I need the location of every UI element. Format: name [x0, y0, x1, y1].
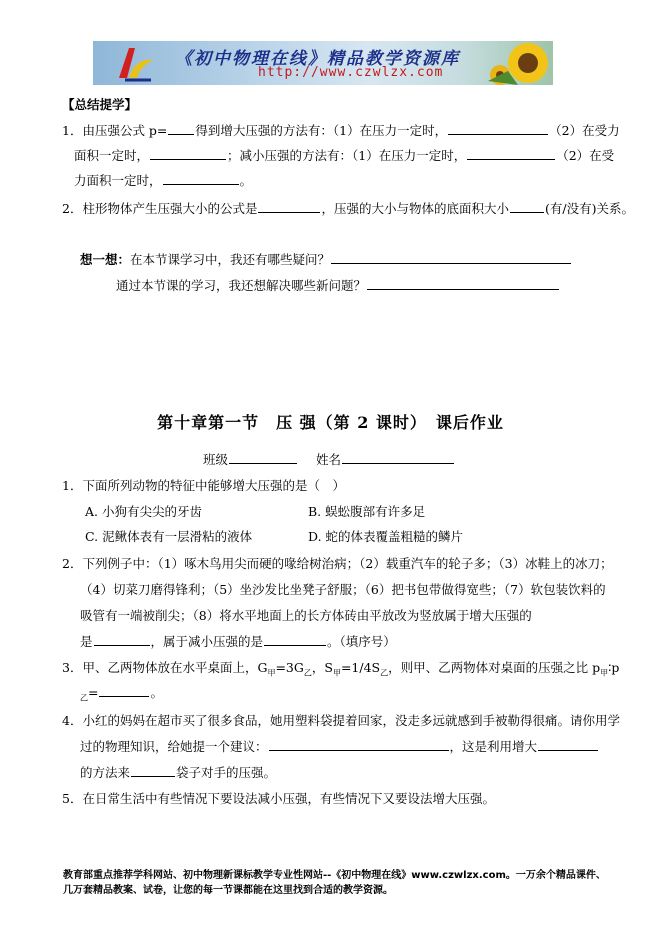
think-line1: 想一想：在本节课学习中，我还有哪些疑问？	[80, 250, 572, 268]
homework-title: 第十章第一节 压 强（第 2 课时） 课后作业	[157, 413, 504, 432]
sunflower-icon	[488, 41, 553, 85]
summary-heading: 【总结提学】	[62, 97, 138, 112]
hw-q1-option-c: C. 泥鳅体表有一层滑粘的液体	[85, 529, 253, 544]
summary-q2: 2．柱形物体产生压强大小的公式是 ，压强的大小与物体的底面积大小 (有/没有)关系。	[62, 201, 634, 216]
footer-line1: 教育部重点推荐学科网站、初中物理新课标教学专业性网站--《初中物理在线》www.czwlzx.com。一万余个精品课件、	[63, 870, 606, 881]
banner-title: 《初中物理在线》精品教学资源库	[175, 49, 460, 69]
hw-q4-line1: 4．小红的妈妈在超市买了很多食品，她用塑料袋提着回家，没走多远就感到手被勒得很痛。请你用学	[62, 713, 620, 728]
banner-url[interactable]: http://www.czwlzx.com	[258, 65, 444, 80]
header-banner	[93, 41, 553, 85]
footer-line2: 几万套精品教案、试卷，让您的每一节课都能在这里找到合适的教学资源。	[63, 885, 393, 896]
hw-q1-option-b: B. 蜈蚣腹部有许多足	[308, 504, 426, 519]
hw-q4-line2: 过的物理知识，给她提一个建议： ，这是利用增大	[80, 737, 599, 755]
summary-q1-line2: 面积一定时， ；减小压强的方法有：（1）在压力一定时， （2）在受	[74, 148, 615, 163]
hw-q2-line1: 2．下列例子中：（1）啄木鸟用尖而硬的喙给树治病；（2）载重汽车的轮子多；（3）冰鞋上的冰刀；	[62, 556, 613, 571]
think-line2: 通过本节课的学习，我还想解决哪些新问题？	[116, 276, 560, 294]
summary-q1-line1: 1．由压强公式 p= 得到增大压强的方法有：（1）在压力一定时， （2）在受力	[62, 123, 620, 138]
logo-icon	[115, 44, 155, 82]
hw-q3: 3．甲、乙两物体放在水平桌面上，$G_甲=3G_乙$，$S_甲=1/4S_乙$，则甲、乙两物体对桌面的压强之比 $p_甲∶p$	[62, 660, 620, 678]
hw-q2-line3: 吸管有一端被削尖；（8）将水平地面上的长方体砖由平放改为竖放属于增大压强的	[80, 608, 532, 623]
hw-q5: 5．在日常生活中有些情况下要设法减小压强，有些情况下又要设法增大压强。	[62, 791, 495, 806]
class-name-line: 班级 姓名	[203, 450, 455, 468]
hw-q1: 1．下面所列动物的特征中能够增大压强的是（ ）	[62, 478, 345, 493]
summary-q1-line3: 力面积一定时， 。	[74, 173, 253, 188]
hw-q1-option-a: A. 小狗有尖尖的牙齿	[85, 504, 202, 519]
hw-q2-line2: （4）切菜刀磨得锋利；（5）坐沙发比坐凳子舒服；（6）把书包带做得宽些；（7）软包装饮料的	[80, 582, 606, 597]
hw-q3-cont: $_乙$= 。	[80, 685, 163, 703]
hw-q4-line3: 的方法来 袋子对手的压强。	[80, 765, 277, 780]
hw-q2-line4: 是 ，属于减小压强的是 。（填序号）	[80, 634, 396, 649]
hw-q1-option-d: D. 蛇的体表覆盖粗糙的鳞片	[308, 529, 464, 544]
